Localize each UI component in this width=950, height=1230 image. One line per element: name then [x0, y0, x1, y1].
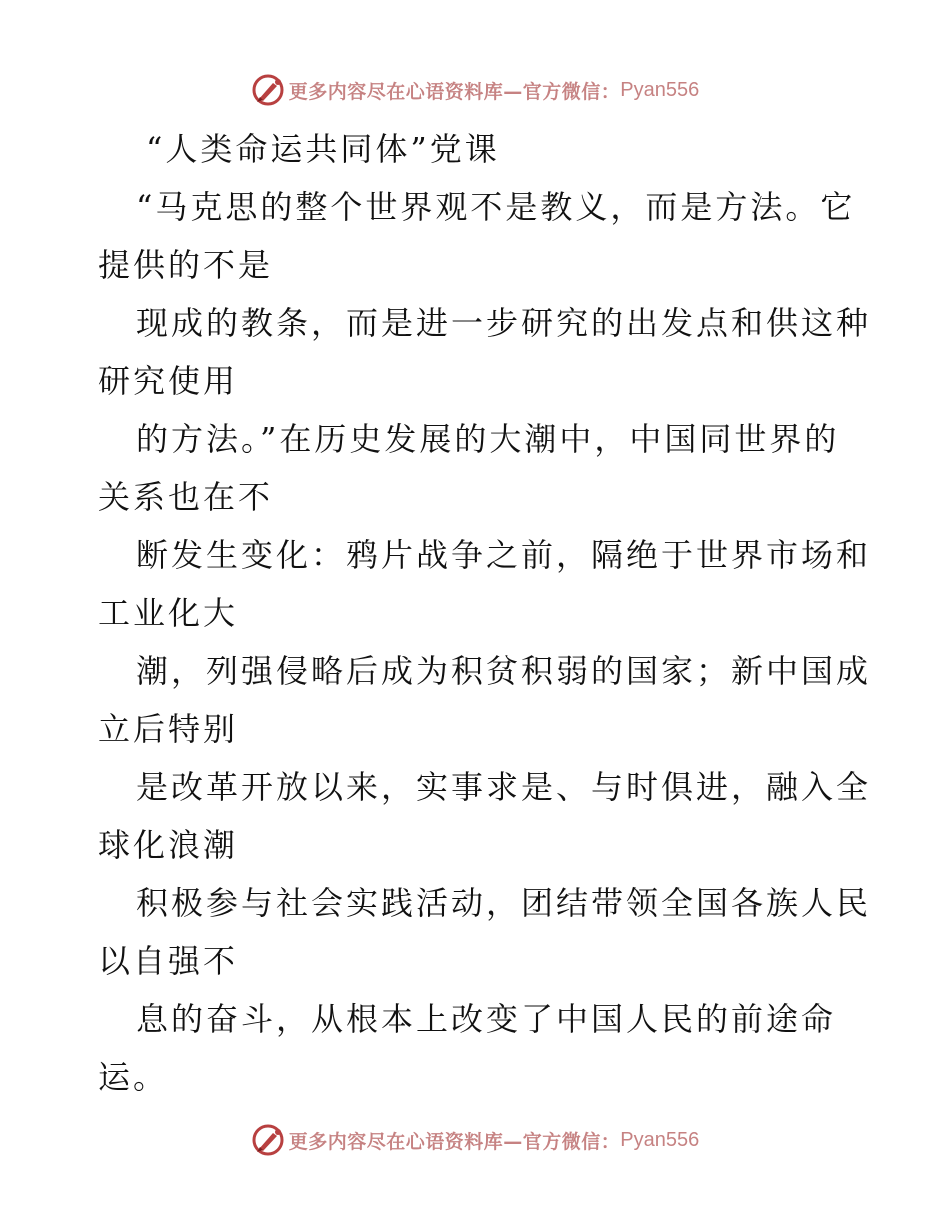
- text-line: 提供的不是: [98, 246, 274, 284]
- footer-banner: [0, 1120, 950, 1160]
- text-line: 是改革开放以来，实事求是、与时俱进，融入全: [136, 768, 872, 806]
- text-line: 关系也在不: [98, 478, 274, 516]
- document-title: “人类命运共同体”党课: [146, 130, 500, 168]
- text-line: 息的奋斗，从根本上改变了中国人民的前途命: [136, 1000, 837, 1038]
- header-banner-id: Pyan556: [620, 78, 700, 101]
- text-line: 断发生变化：鸦片战争之前，隔绝于世界市场和: [136, 536, 872, 574]
- text-line: “马克思的整个世界观不是教义，而是方法。它: [136, 188, 856, 226]
- footer-banner-text: 更多内容尽在心语资料库—官方微信：: [288, 1130, 621, 1153]
- document-body: [98, 120, 872, 1106]
- text-line: 潮，列强侵略后成为积贫积弱的国家；新中国成: [136, 652, 872, 690]
- header-banner: [0, 70, 950, 110]
- text-line: 的方法。”在历史发展的大潮中，中国同世界的: [136, 420, 840, 458]
- text-line: 研究使用: [98, 362, 239, 400]
- text-line: 积极参与社会实践活动，团结带领全国各族人民: [136, 884, 872, 922]
- pen-logo-icon: [251, 1123, 285, 1157]
- text-line: 球化浪潮: [98, 826, 239, 864]
- text-line: 立后特别: [98, 710, 239, 748]
- pen-logo-icon: [251, 73, 285, 107]
- header-banner-text: 更多内容尽在心语资料库—官方微信：: [288, 80, 621, 103]
- footer-banner-id: Pyan556: [620, 1128, 700, 1151]
- text-line: 现成的教条，而是进一步研究的出发点和供这种: [136, 304, 872, 342]
- text-line: 以自强不: [98, 942, 239, 980]
- text-line: 运。: [98, 1058, 169, 1096]
- text-line: 工业化大: [98, 594, 239, 632]
